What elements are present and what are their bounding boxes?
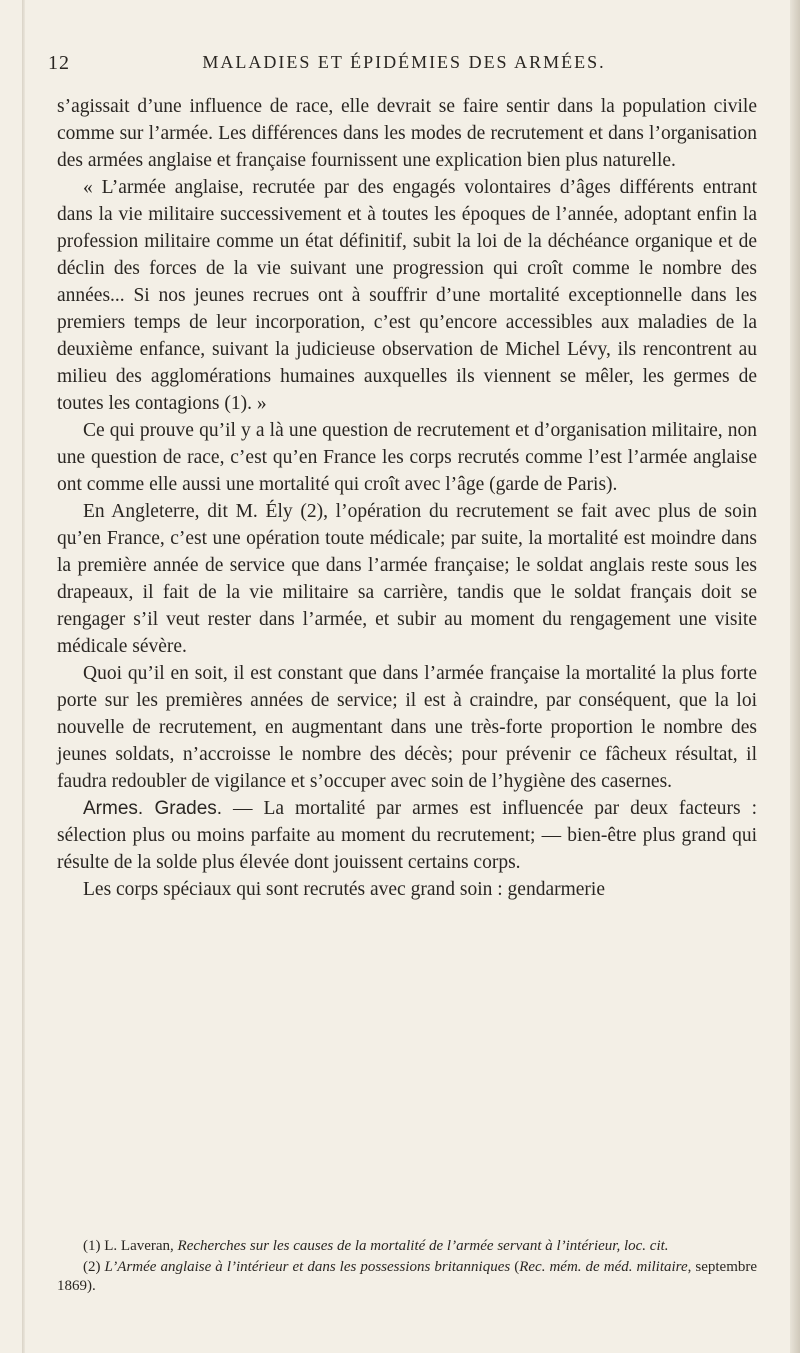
footnote-2 bbox=[57, 1258, 757, 1296]
running-head: MALADIES ET ÉPIDÉMIES DES ARMÉES. bbox=[202, 52, 606, 72]
page-number: 12 bbox=[48, 52, 70, 74]
page-edge-left bbox=[22, 0, 25, 1353]
footnote-1-mark: (1) L. Laveran, bbox=[83, 1238, 174, 1254]
footnote-2-ref-open: ( bbox=[514, 1259, 520, 1275]
body-text bbox=[57, 93, 757, 903]
footnote-2-mark: (2) bbox=[83, 1259, 101, 1275]
footnote-2-title: L’Armée anglaise à l’intérieur et dans les possessions britanniques bbox=[104, 1259, 511, 1275]
page-edge-right bbox=[790, 0, 800, 1353]
paragraph-1: s’agissait d’une influence de race, elle devrait se faire sentir dans la population civile comme sur l’armée. Les différences dans les modes de recrutement et dans l’organisation des armées anglaise et française fournissent une explication bien plus naturelle. bbox=[57, 96, 757, 171]
footnote-2-ref: Rec. mém. de méd. militaire bbox=[519, 1259, 688, 1275]
paragraph-2-quote: « L’armée anglaise, recrutée par des engagés volontaires d’âges différents entrant dans la vie militaire successivement et à toutes les époques de l’année, adoptant enfin la profession militaire comme un état définitif, subit la loi de la déchéance organique et de déclin des forces de la vie suivant une progression qui croît comme le nombre des années... Si nos jeunes recrues ont à souffrir d’une mortalité exceptionnelle dans les premiers temps de leur incorporation, c’est qu’encore accessibles aux maladies de la deuxième enfance, suivant la judicieuse observation de Michel Lévy, ils rencontrent au milieu des agglomérations humaines auxquelles ils viennent se mêler, les germes de toutes les contagions (1). » bbox=[57, 177, 757, 414]
paragraph-7: Les corps spéciaux qui sont recrutés avec grand soin : gendarmerie bbox=[83, 879, 605, 900]
paragraph-4: En Angleterre, dit M. Ély (2), l’opération du recrutement se fait avec plus de soin qu’en France, c’est une opération toute médicale; par suite, la mortalité est moindre dans la première année de service que dans l’armée française; le soldat anglais reste sous les drapeaux, il fait de la vie militaire sa carrière, tandis que le soldat français doit se rengager s’il veut rester dans l’armée, et subir au moment du rengagement une visite médicale sévère. bbox=[57, 501, 757, 657]
paragraph-3: Ce qui prouve qu’il y a là une question de recrutement et d’organisation militaire, non une question de race, c’est qu’en France les corps recrutés comme l’est l’armée anglaise ont comme elle aussi une mortalité qui croît avec l’âge (garde de Paris). bbox=[57, 420, 757, 495]
paragraph-6 bbox=[57, 795, 757, 876]
footnote-2-ref-close: , septembre 1869). bbox=[57, 1259, 758, 1294]
section-heading: Armes. Grades. bbox=[83, 798, 223, 819]
footnotes bbox=[57, 1237, 757, 1298]
page-header bbox=[48, 52, 760, 82]
footnote-1-title: Recherches sur les causes de la mortalité de l’armée servant à l’intérieur, loc. cit. bbox=[177, 1238, 669, 1254]
paragraph-6-text: — La mortalité par armes est influencée par deux facteurs : sélection plus ou moins parfaite au moment du recrutement; — bien-être plus grand qui résulte de la solde plus élevée dont jouissent certains corps. bbox=[57, 798, 757, 873]
footnote-1 bbox=[57, 1237, 757, 1256]
paragraph-5: Quoi qu’il en soit, il est constant que dans l’armée française la mortalité la plus forte porte sur les premières années de service; il est à craindre, par conséquent, que la loi nouvelle de recrutement, en augmentant dans une très-forte proportion le nombre des jeunes soldats, n’accroisse le nombre des décès; pour prévenir ce fâcheux résultat, il faudra redoubler de vigilance et s’occuper avec soin de l’hygiène des casernes. bbox=[57, 663, 757, 792]
